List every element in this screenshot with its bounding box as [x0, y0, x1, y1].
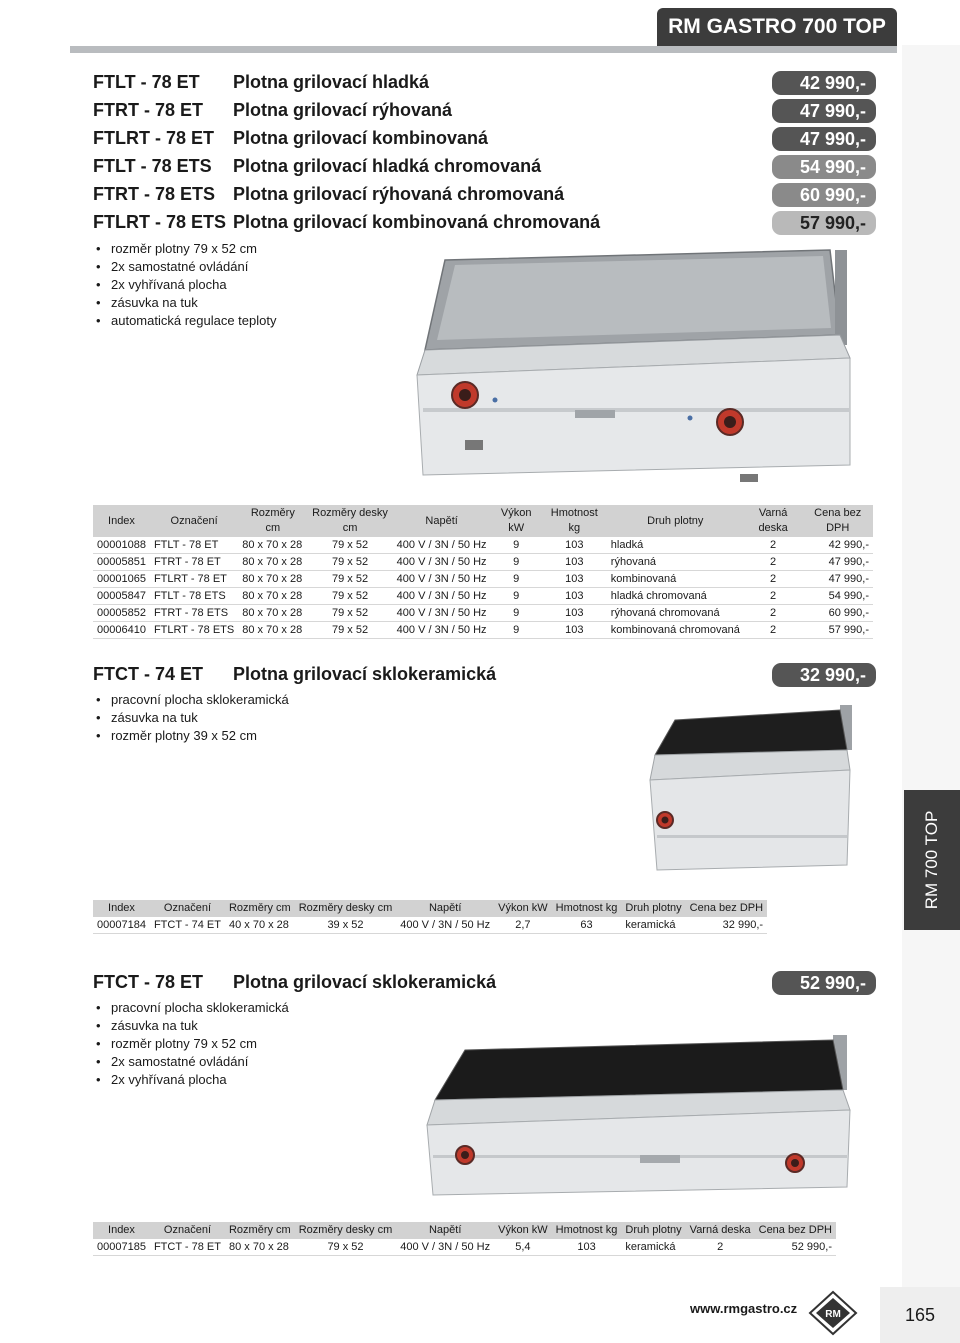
table-cell: 00006410: [93, 622, 150, 639]
table-cell: 52 990,-: [755, 1239, 836, 1256]
table-cell: 79 x 52: [307, 537, 392, 554]
column-header: Rozměry desky cm: [307, 505, 392, 537]
table-cell: 32 990,-: [686, 917, 767, 934]
column-header: Rozměry cm: [238, 505, 307, 537]
table-cell: 2: [744, 588, 803, 605]
table-cell: 00005851: [93, 554, 150, 571]
price-badge: 60 990,-: [772, 183, 876, 207]
column-header: Varná deska: [686, 1222, 755, 1239]
table-cell: 400 V / 3N / 50 Hz: [393, 588, 491, 605]
table-cell: 9: [491, 554, 542, 571]
table-cell: 400 V / 3N / 50 Hz: [396, 917, 494, 934]
table-cell: 9: [491, 537, 542, 554]
table-cell: hladká: [607, 537, 744, 554]
table-cell: FTLRT - 78 ETS: [150, 622, 238, 639]
table-cell: 39 x 52: [295, 917, 397, 934]
logo-text: RM: [825, 1309, 841, 1320]
column-header: Index: [93, 505, 150, 537]
feature-list: [93, 240, 276, 330]
product-code: FTRT - 78 ETS: [93, 184, 216, 204]
table-cell: 80 x 70 x 28: [238, 605, 307, 622]
table-cell: 103: [542, 537, 607, 554]
column-header: Cena bez DPH: [686, 900, 767, 917]
table-cell: 103: [542, 605, 607, 622]
table-cell: 9: [491, 588, 542, 605]
feature-item: • pracovní plocha sklokeramická: [93, 999, 289, 1017]
column-header: Rozměry cm: [225, 900, 295, 917]
column-header: Označení: [150, 505, 238, 537]
column-header: Hmotnost kg: [542, 505, 607, 537]
table-cell: kombinovaná chromovaná: [607, 622, 744, 639]
table-cell: kombinovaná: [607, 571, 744, 588]
feature-item: • automatická regulace teploty: [93, 312, 276, 330]
feature-item: • 2x samostatné ovládání: [93, 1053, 289, 1071]
table-cell: 5,4: [494, 1239, 552, 1256]
table-cell: 103: [542, 571, 607, 588]
table-cell: FTLT - 78 ET: [150, 537, 238, 554]
column-header: Druh plotny: [621, 1222, 685, 1239]
column-header: Varná deska: [744, 505, 803, 537]
table-cell: 00007185: [93, 1239, 150, 1256]
product-code: FTCT - 74 ET: [93, 664, 204, 684]
feature-item: • zásuvka na tuk: [93, 709, 289, 727]
ceramic-griddle-small-photo: [635, 690, 860, 880]
product-name: Plotna grilovací kombinovaná: [233, 128, 489, 148]
column-header: Hmotnost kg: [552, 1222, 622, 1239]
table-cell: hladká chromovaná: [607, 588, 744, 605]
table-row: [93, 622, 873, 639]
column-header: Index: [93, 900, 150, 917]
column-header: Cena bez DPH: [802, 505, 873, 537]
table-cell: 2,7: [494, 917, 552, 934]
table-cell: 80 x 70 x 28: [238, 554, 307, 571]
table-row: [93, 588, 873, 605]
table-cell: 2: [744, 537, 803, 554]
table-cell: 63: [552, 917, 622, 934]
column-header: Výkon kW: [494, 900, 552, 917]
table-cell: keramická: [621, 1239, 685, 1256]
table-cell: 79 x 52: [307, 554, 392, 571]
price-badge: 32 990,-: [772, 663, 876, 687]
price-badge: 54 990,-: [772, 155, 876, 179]
table-cell: 2: [744, 622, 803, 639]
table-cell: 9: [491, 571, 542, 588]
feature-item: • rozměr plotny 79 x 52 cm: [93, 240, 276, 258]
table-cell: 400 V / 3N / 50 Hz: [393, 605, 491, 622]
price-badge: 42 990,-: [772, 71, 876, 95]
price-badge: 52 990,-: [772, 971, 876, 995]
page-number: 165: [880, 1287, 960, 1343]
column-header: Rozměry cm: [225, 1222, 295, 1239]
column-header: Rozměry desky cm: [295, 1222, 397, 1239]
table-cell: FTRT - 78 ET: [150, 554, 238, 571]
table-cell: 9: [491, 622, 542, 639]
table-cell: 80 x 70 x 28: [225, 1239, 295, 1256]
product-code: FTLRT - 78 ETS: [93, 212, 227, 232]
table-cell: 00005847: [93, 588, 150, 605]
table-cell: 80 x 70 x 28: [238, 622, 307, 639]
table-cell: 79 x 52: [307, 622, 392, 639]
table-cell: 103: [542, 622, 607, 639]
table-cell: FTCT - 78 ET: [150, 1239, 225, 1256]
table-cell: 00005852: [93, 605, 150, 622]
table-cell: 400 V / 3N / 50 Hz: [393, 571, 491, 588]
spec-table: [93, 505, 873, 639]
table-cell: 103: [542, 588, 607, 605]
product-name: Plotna grilovací hladká: [233, 72, 430, 92]
table-cell: 9: [491, 605, 542, 622]
feature-item: • rozměr plotny 39 x 52 cm: [93, 727, 289, 745]
company-logo: [808, 1290, 858, 1336]
table-cell: 57 990,-: [802, 622, 873, 639]
product-name: Plotna grilovací sklokeramická: [233, 664, 497, 684]
product-code: FTRT - 78 ET: [93, 100, 204, 120]
table-row: [93, 1239, 836, 1256]
table-cell: 47 990,-: [802, 571, 873, 588]
table-cell: 2: [686, 1239, 755, 1256]
spec-table: [93, 900, 767, 934]
side-tab: [904, 790, 960, 930]
table-cell: 42 990,-: [802, 537, 873, 554]
table-cell: 2: [744, 571, 803, 588]
griddle-photo: [395, 240, 865, 485]
feature-item: • rozměr plotny 79 x 52 cm: [93, 1035, 289, 1053]
table-cell: 2: [744, 605, 803, 622]
feature-list: [93, 999, 289, 1089]
column-header: Rozměry desky cm: [295, 900, 397, 917]
product-code: FTLRT - 78 ET: [93, 128, 214, 148]
table-cell: 54 990,-: [802, 588, 873, 605]
column-header: Druh plotny: [621, 900, 685, 917]
feature-item: • 2x vyhřívaná plocha: [93, 276, 276, 294]
table-cell: 80 x 70 x 28: [238, 571, 307, 588]
feature-item: • zásuvka na tuk: [93, 294, 276, 312]
table-cell: keramická: [621, 917, 685, 934]
feature-item: • pracovní plocha sklokeramická: [93, 691, 289, 709]
website-link[interactable]: www.rmgastro.cz: [690, 1301, 798, 1316]
table-cell: 79 x 52: [307, 588, 392, 605]
feature-list: [93, 691, 289, 745]
column-header: Druh plotny: [607, 505, 744, 537]
table-row: [93, 917, 767, 934]
side-tab-label: RM 700 TOP: [922, 810, 941, 910]
table-cell: 47 990,-: [802, 554, 873, 571]
column-header: Napětí: [396, 900, 494, 917]
table-cell: 2: [744, 554, 803, 571]
price-badge: 57 990,-: [772, 211, 876, 235]
table-row: [93, 605, 873, 622]
column-header: Napětí: [396, 1222, 494, 1239]
product-code: FTCT - 78 ET: [93, 972, 204, 992]
table-header-row: [93, 900, 767, 917]
product-code: FTLT - 78 ETS: [93, 156, 212, 176]
table-cell: 40 x 70 x 28: [225, 917, 295, 934]
table-cell: 103: [552, 1239, 622, 1256]
table-header-row: [93, 505, 873, 537]
table-row: [93, 554, 873, 571]
table-cell: rýhovaná chromovaná: [607, 605, 744, 622]
table-cell: FTRT - 78 ETS: [150, 605, 238, 622]
table-cell: rýhovaná: [607, 554, 744, 571]
price-badge: 47 990,-: [772, 99, 876, 123]
table-row: [93, 537, 873, 554]
column-header: Hmotnost kg: [552, 900, 622, 917]
table-cell: 60 990,-: [802, 605, 873, 622]
product-name: Plotna grilovací rýhovaná: [233, 100, 453, 120]
column-header: Označení: [150, 1222, 225, 1239]
spec-table: [93, 1222, 836, 1256]
table-cell: 400 V / 3N / 50 Hz: [393, 537, 491, 554]
table-cell: 400 V / 3N / 50 Hz: [396, 1239, 494, 1256]
table-cell: 00001065: [93, 571, 150, 588]
table-row: [93, 571, 873, 588]
column-header: Napětí: [393, 505, 491, 537]
column-header: Označení: [150, 900, 225, 917]
table-cell: FTLRT - 78 ET: [150, 571, 238, 588]
feature-item: • 2x vyhřívaná plocha: [93, 1071, 289, 1089]
product-name: Plotna grilovací rýhovaná chromovaná: [233, 184, 565, 204]
table-cell: 80 x 70 x 28: [238, 588, 307, 605]
top-frame-bar: [70, 46, 897, 53]
table-cell: FTLT - 78 ETS: [150, 588, 238, 605]
ceramic-griddle-large-photo: [405, 1015, 860, 1200]
table-cell: 103: [542, 554, 607, 571]
side-strip: [902, 45, 960, 1343]
feature-item: • 2x samostatné ovládání: [93, 258, 276, 276]
table-cell: 79 x 52: [307, 605, 392, 622]
column-header: Výkon kW: [491, 505, 542, 537]
product-name: Plotna grilovací kombinovaná chromovaná: [233, 212, 601, 232]
table-cell: 00001088: [93, 537, 150, 554]
table-cell: 400 V / 3N / 50 Hz: [393, 554, 491, 571]
table-cell: 80 x 70 x 28: [238, 537, 307, 554]
product-name: Plotna grilovací sklokeramická: [233, 972, 497, 992]
table-cell: 00007184: [93, 917, 150, 934]
price-badge: 47 990,-: [772, 127, 876, 151]
column-header: Výkon kW: [494, 1222, 552, 1239]
product-name: Plotna grilovací hladká chromovaná: [233, 156, 542, 176]
product-code: FTLT - 78 ET: [93, 72, 200, 92]
table-cell: FTCT - 74 ET: [150, 917, 225, 934]
column-header: Index: [93, 1222, 150, 1239]
feature-item: • zásuvka na tuk: [93, 1017, 289, 1035]
table-cell: 79 x 52: [307, 571, 392, 588]
table-cell: 79 x 52: [295, 1239, 397, 1256]
brand-header: RM GASTRO 700 TOP: [657, 8, 897, 46]
table-cell: 400 V / 3N / 50 Hz: [393, 622, 491, 639]
column-header: Cena bez DPH: [755, 1222, 836, 1239]
table-header-row: [93, 1222, 836, 1239]
